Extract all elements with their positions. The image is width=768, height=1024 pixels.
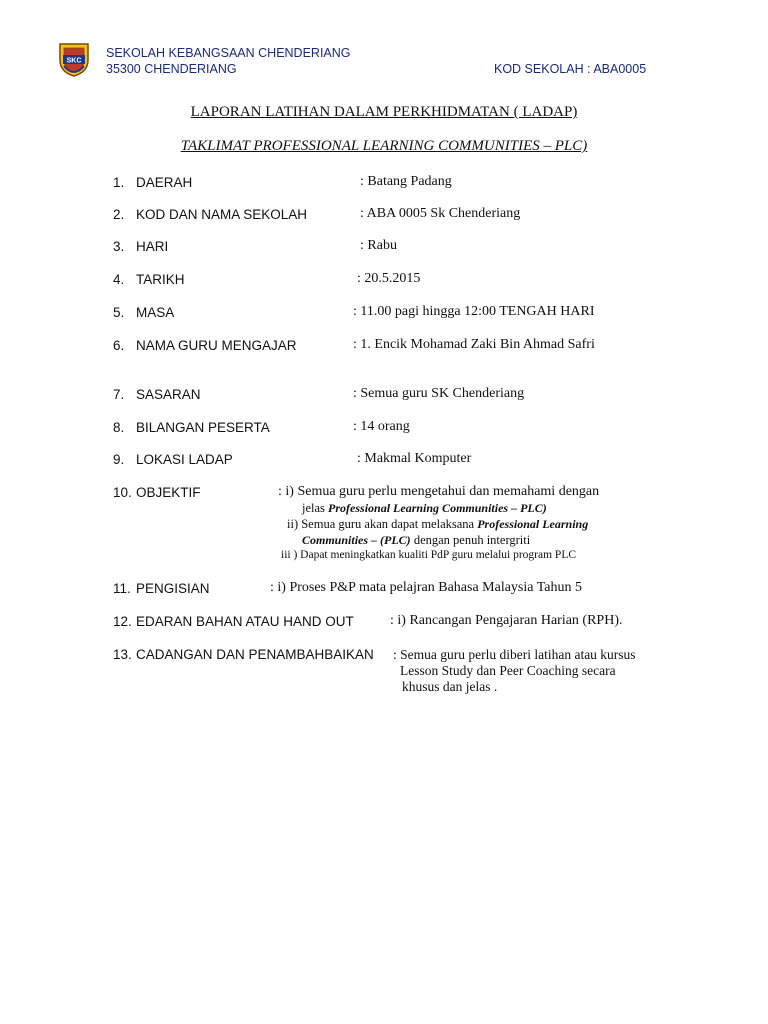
- cadangan-line-1: : Semua guru perlu diberi latihan atau kursus: [393, 647, 636, 662]
- item-number: 2.: [113, 207, 125, 222]
- item-label-lokasi: LOKASI LADAP: [136, 452, 233, 467]
- objektif-line-5: iii ) Dapat meningkatkan kualiti PdP guru melalui program PLC: [281, 549, 577, 561]
- item-value-tarikh: : 20.5.2015: [357, 271, 421, 286]
- item-value-hari: : Rabu: [360, 238, 397, 253]
- report-title: LAPORAN LATIHAN DALAM PERKHIDMATAN ( LADAP): [190, 104, 578, 120]
- item-value-kod-sekolah: : ABA 0005 Sk Chenderiang: [360, 206, 521, 221]
- school-address: 35300 CHENDERIANG: [106, 62, 237, 76]
- item-value-masa: : 11.00 pagi hingga 12:00 TENGAH HARI: [353, 304, 595, 319]
- item-label-bilangan-peserta: BILANGAN PESERTA: [136, 420, 270, 435]
- item-number: 11.: [113, 581, 131, 596]
- item-number: 13.: [113, 647, 132, 662]
- cadangan-line-2: Lesson Study dan Peer Coaching secara: [400, 663, 616, 678]
- school-name: SEKOLAH KEBANGSAAN CHENDERIANG: [106, 46, 351, 60]
- item-number: 5.: [113, 305, 125, 320]
- item-value-sasaran: : Semua guru SK Chenderiang: [353, 386, 525, 401]
- cadangan-line-3: khusus dan jelas .: [402, 679, 498, 694]
- item-label-objektif: OBJEKTIF: [136, 485, 201, 500]
- item-label-sasaran: SASARAN: [136, 387, 201, 402]
- report-subtitle: TAKLIMAT PROFESSIONAL LEARNING COMMUNITIES – PLC): [180, 138, 588, 154]
- item-label-hari: HARI: [136, 239, 169, 254]
- item-value-edaran: : i) Rancangan Pengajaran Harian (RPH).: [390, 613, 623, 628]
- item-number: 6.: [113, 338, 125, 353]
- item-number: 8.: [113, 420, 125, 435]
- item-label-pengisian: PENGISIAN: [136, 581, 210, 596]
- item-number: 12.: [113, 614, 132, 629]
- item-label-daerah: DAERAH: [136, 175, 193, 190]
- item-number: 10.: [113, 485, 132, 500]
- item-value-daerah: : Batang Padang: [360, 174, 452, 189]
- item-number: 4.: [113, 272, 125, 287]
- school-code: KOD SEKOLAH : ABA0005: [494, 62, 647, 76]
- objektif-line-3: ii) Semua guru akan dapat melaksana Professional Learning: [287, 517, 589, 531]
- item-label-nama-guru: NAMA GURU MENGAJAR: [136, 338, 297, 353]
- school-logo: [54, 38, 94, 78]
- item-number: 3.: [113, 239, 125, 254]
- logo-text: SKC: [66, 57, 82, 65]
- item-value-pengisian: : i) Proses P&P mata pelajran Bahasa Malaysia Tahun 5: [270, 580, 583, 595]
- item-value-bilangan-peserta: : 14 orang: [353, 419, 410, 434]
- objektif-line-4: Communities – (PLC) dengan penuh intergriti: [302, 533, 531, 547]
- item-value-nama-guru: : 1. Encik Mohamad Zaki Bin Ahmad Safri: [353, 337, 595, 352]
- objektif-line-2: jelas Professional Learning Communities – PLC): [302, 501, 547, 515]
- item-number: 1.: [113, 175, 125, 190]
- item-number: 9.: [113, 452, 125, 467]
- item-label-masa: MASA: [136, 305, 175, 320]
- item-label-tarikh: TARIKH: [136, 272, 185, 287]
- item-number: 7.: [113, 387, 125, 402]
- item-label-cadangan: CADANGAN DAN PENAMBAHBAIKAN: [136, 647, 374, 662]
- item-label-kod-sekolah: KOD DAN NAMA SEKOLAH: [136, 207, 308, 222]
- item-value-lokasi: : Makmal Komputer: [357, 451, 472, 466]
- item-label-edaran: EDARAN BAHAN ATAU HAND OUT: [136, 614, 354, 629]
- objektif-line-1: : i) Semua guru perlu mengetahui dan memahami dengan: [278, 484, 600, 499]
